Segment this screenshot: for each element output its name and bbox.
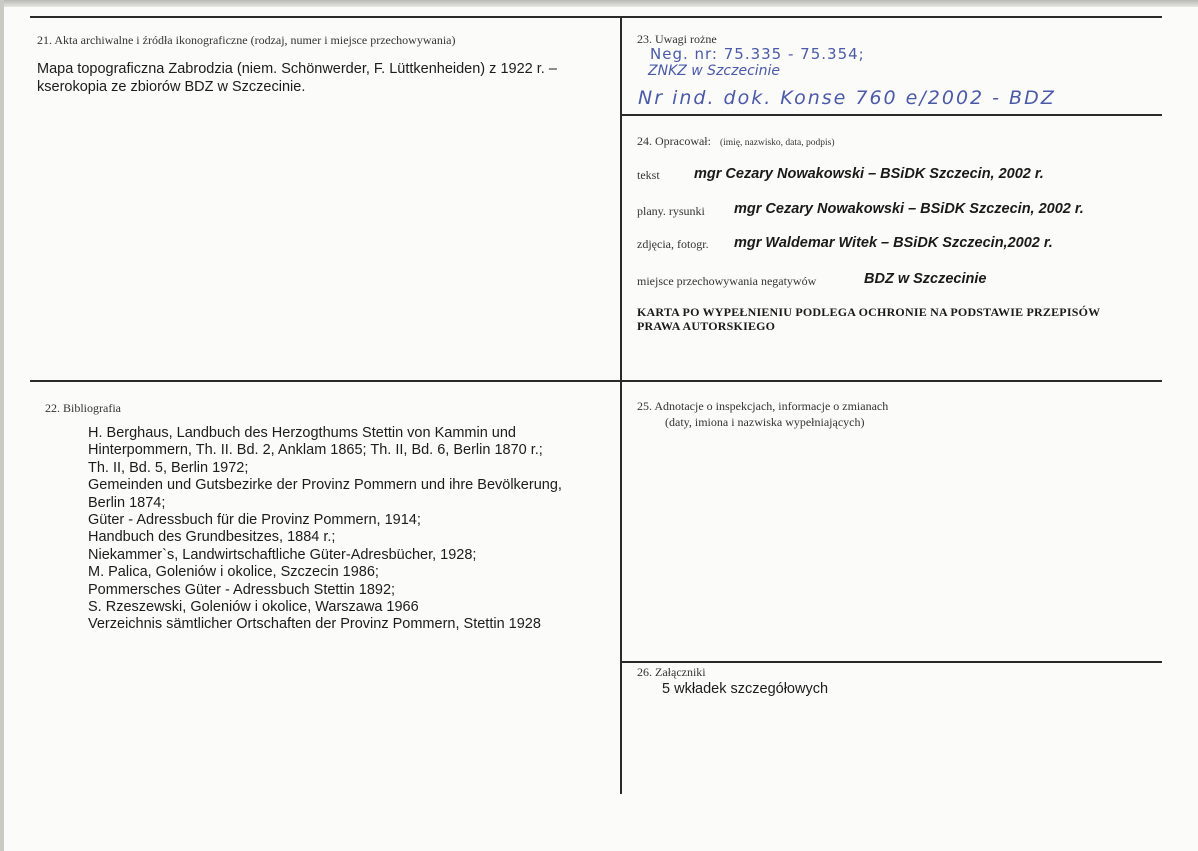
row-text-label: tekst	[637, 168, 660, 182]
bibliography-entry-4: Handbuch des Grundbesitzes, 1884 r.;	[88, 529, 336, 546]
row-text-value: mgr Cezary Nowakowski – BSiDK Szczecin, 2002 r.	[694, 166, 1044, 182]
bibliography-entry-3: Güter - Adressbuch für die Provinz Pommern, 1914;	[88, 512, 421, 529]
top-border-line	[30, 16, 1162, 18]
section-25-label: 25. Adnotacje o inspekcjach, informacje o zmianach	[637, 399, 889, 413]
section-22-label: 22. Bibliografia	[45, 401, 121, 415]
middle-horizontal-line	[30, 380, 1162, 382]
scan-left-edge	[0, 0, 4, 851]
copyright-notice-line2: PRAWA AUTORSKIEGO	[637, 319, 776, 333]
row-photos-value: mgr Waldemar Witek – BSiDK Szczecin,2002 r.	[734, 235, 1053, 251]
section-24-title: 24. Opracował:	[637, 134, 711, 148]
handwritten-znkz: ZNKZ w Szczecinie	[648, 63, 781, 79]
bibliography-entry-7: Pommersches Güter - Adressbuch Stettin 1892;	[88, 581, 396, 598]
bibliography-entry-9: Verzeichnis sämtlicher Ortschaften der Provinz Pommern, Stettin 1928	[88, 616, 541, 633]
section-25-label-line2: (daty, imiona i nazwiska wypełniających)	[665, 415, 865, 429]
bibliography-entry-1-line3: Th. II, Bd. 5, Berlin 1972;	[88, 459, 249, 476]
section-24-label	[637, 134, 835, 149]
vertical-divider-line	[620, 16, 622, 794]
bibliography-entry-2-line2: Berlin 1874;	[88, 494, 166, 511]
section-21-content: Mapa topograficzna Zabrodzia (niem. Schönwerder, F. Lüttkenheiden) z 1922 r. –	[37, 61, 557, 77]
section-26-label: 26. Załączniki	[637, 665, 706, 679]
bibliography-entry-8: S. Rzeszewski, Goleniów i okolice, Warszawa 1966	[88, 599, 419, 616]
bibliography-entry-1-line1: H. Berghaus, Landbuch des Herzogthums Stettin von Kammin und	[88, 425, 516, 441]
row-plans-label: plany. rysunki	[637, 204, 705, 218]
copyright-notice	[637, 305, 1157, 333]
row-photos-label: zdjęcia, fotogr.	[637, 237, 709, 251]
row-plans-value: mgr Cezary Nowakowski – BSiDK Szczecin, 2002 r.	[734, 201, 1084, 217]
row-negatives-label: miejsce przechowywania negatywów	[637, 274, 817, 288]
section-21-label: 21. Akta archiwalne i źródła ikonograficzne (rodzaj, numer i miejsce przechowywania)	[37, 33, 456, 47]
bibliography-entry-1-line2: Hinterpommern, Th. II. Bd. 2, Anklam 1865; Th. II, Bd. 6, Berlin 1870 r.;	[88, 442, 543, 459]
bibliography-list	[88, 425, 618, 634]
bibliography-entry-6: M. Palica, Goleniów i okolice, Szczecin 1986;	[88, 564, 379, 581]
section-26-content: 5 wkładek szczegółowych	[662, 681, 829, 697]
section-23-label: 23. Uwagi rożne	[637, 32, 717, 46]
right-upper-rule-23	[621, 114, 1162, 116]
row-negatives-value: BDZ w Szczecinie	[864, 271, 987, 287]
bibliography-entry-2-line1: Gemeinden und Gutsbezirke der Provinz Pommern und ihre Bevölkerung,	[88, 477, 562, 494]
section-24-hint: (imię, nazwisko, data, podpis)	[719, 138, 835, 148]
copyright-notice-line1: KARTA PO WYPEŁNIENIU PODLEGA OCHRONIE NA PODSTAWIE PRZEPISÓW	[637, 305, 1101, 319]
scan-top-edge	[0, 0, 1198, 7]
bibliography-entry-5: Niekammer`s, Landwirtschaftliche Güter-Adresbücher, 1928;	[88, 546, 477, 563]
right-lower-rule-26	[621, 661, 1162, 663]
handwritten-index-number: Nr ind. dok. Konse 760 e/2002 - BDZ	[638, 87, 1056, 109]
section-21-content-line2: kserokopia ze zbiorów BDZ w Szczecinie.	[37, 79, 306, 95]
handwritten-negative-numbers: Neg. nr: 75.335 - 75.354;	[650, 45, 865, 63]
